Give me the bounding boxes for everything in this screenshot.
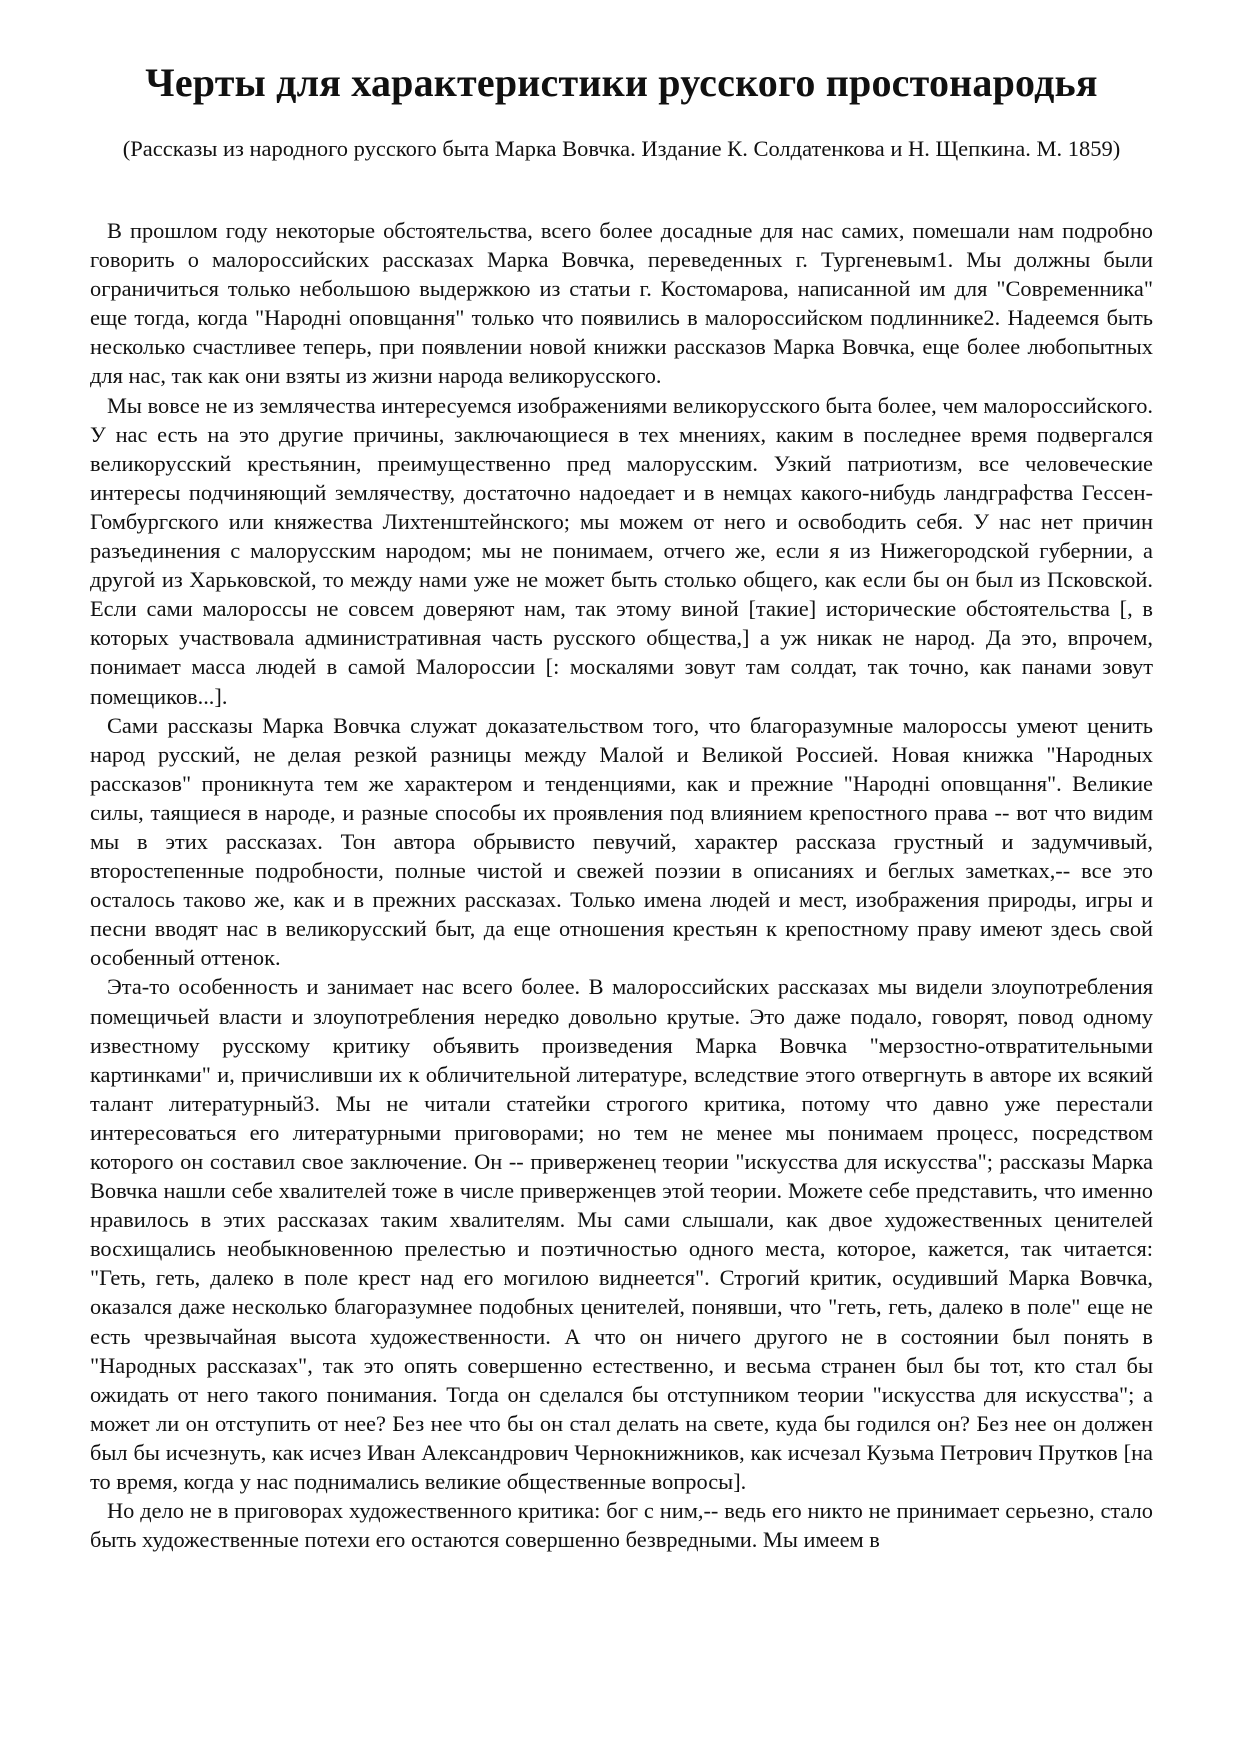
paragraph-5: Но дело не в приговорах художественного критика: бог с ним,-- ведь его никто не принимает серьезно, стало быть художественные потехи его остаются совершенно безвредными. Мы имеем в xyxy=(90,1498,1153,1553)
document-subtitle: (Рассказы из народного русского быта Марка Вовчка. Издание К. Солдатенкова и Н. Щепкина. М. 1859) xyxy=(122,136,1121,161)
paragraph-3: Сами рассказы Марка Вовчка служат доказательством того, что благоразумные малороссы умеют ценить народ русский, не делая резкой разницы между Малой и Великой Россией. Новая книжка "Народных рассказов" проникнута тем же характером и тенденциями, как и прежние "Народні оповщання". Великие силы, таящиеся в народе, и разные способы их проявления под влиянием крепостного права -- вот что видим мы в этих рассказах. Тон автора обрывисто певучий, характер рассказа грустный и задумчивый, второстепенные подробности, полные чистой и свежей поэзии в описаниях и беглых заметках,-- все это осталось таково же, как и в прежних рассказах. Только имена людей и мест, изображения природы, игры и песни вводят нас в великорусский быт, да еще отношения крестьян к крепостному праву имеют здесь свой особенный оттенок. xyxy=(90,712,1153,971)
document-body xyxy=(90,216,1153,1554)
document-title: Черты для характеристики русского простонародья xyxy=(145,60,1098,105)
document-page xyxy=(90,0,1153,1554)
paragraph-1: В прошлом году некоторые обстоятельства, всего более досадные для нас самих, помешали нам подробно говорить о малороссийских рассказах Марка Вовчка, переведенных г. Тургеневым1. Мы должны были ограничиться только небольшою выдержкою из статьи г. Костомарова, написанной им для "Современника" еще тогда, когда "Народні оповщання" только что появились в малороссийском подлиннике2. Надеемся быть несколько счастливее теперь, при появлении новой книжки рассказов Марка Вовчка, еще более любопытных для нас, так как они взяты из жизни народа великорусского. xyxy=(90,218,1153,389)
paragraph-4: Эта-то особенность и занимает нас всего более. В малороссийских рассказах мы видели злоупотребления помещичьей власти и злоупотребления нередко довольно крутые. Это даже подало, говорят, повод одному известному русскому критику объявить произведения Марка Вовчка "мерзостно-отвратительными картинками" и, причисливши их к обличительной литературе, вследствие этого отвергнуть в авторе их всякий талант литературный3. Мы не читали статейки строгого критика, потому что давно уже перестали интересоваться его литературными приговорами; но тем не менее мы понимаем процесс, посредством которого он составил свое заключение. Он -- приверженец теории "искусства для искусства"; рассказы Марка Вовчка нашли себе хвалителей тоже в числе приверженцев этой теории. Можете себе представить, что именно нравилось в этих рассказах таким хвалителям. Мы сами слышали, как двое художественных ценителей восхищались необыкновенною прелестью и поэтичностью одного места, которое, кажется, так читается: "Геть, геть, далеко в поле крест над его могилою виднеется". Строгий критик, осудивший Марка Вовчка, оказался даже несколько благоразумнее подобных ценителей, понявши, что "геть, геть, далеко в поле" еще не есть чрезвычайная высота художественности. А что он ничего другого не в состоянии был понять в "Народных рассказах", так это опять совершенно естественно, и весьма странен был бы тот, кто стал бы ожидать от него такого понимания. Тогда он сделался бы отступником теории "искусства для искусства"; а может ли он отступить от нее? Без нее что бы он стал делать на свете, куда бы годился он? Без нее он должен был бы исчезнуть, как исчез Иван Александрович Чернокнижников, как исчезал Кузьма Петрович Прутков [на то время, когда у нас поднимались великие общественные вопросы]. xyxy=(90,974,1153,1495)
paragraph-2: Мы вовсе не из землячества интересуемся изображениями великорусского быта более, чем малороссийского. У нас есть на это другие причины, заключающиеся в тех мнениях, каким в последнее время подвергался великорусский крестьянин, преимущественно пред малорусским. Узкий патриотизм, все человеческие интересы подчиняющий землячеству, достаточно надоедает и в немцах какого-нибудь ландграфства Гессен-Гомбургского или княжества Лихтенштейнского; мы можем от него и освободить себя. У нас нет причин разъединения с малорусским народом; мы не понимаем, отчего же, если я из Нижегородской губернии, а другой из Харьковской, то между нами уже не может быть столько общего, как если бы он был из Псковской. Если сами малороссы не совсем доверяют нам, так этому виной [такие] исторические обстоятельства [, в которых участвовала административная часть русского общества,] а уж никак не народ. Да это, впрочем, понимает масса людей в самой Малороссии [: москалями зовут там солдат, так точно, как панами зовут помещиков...]. xyxy=(90,392,1153,709)
